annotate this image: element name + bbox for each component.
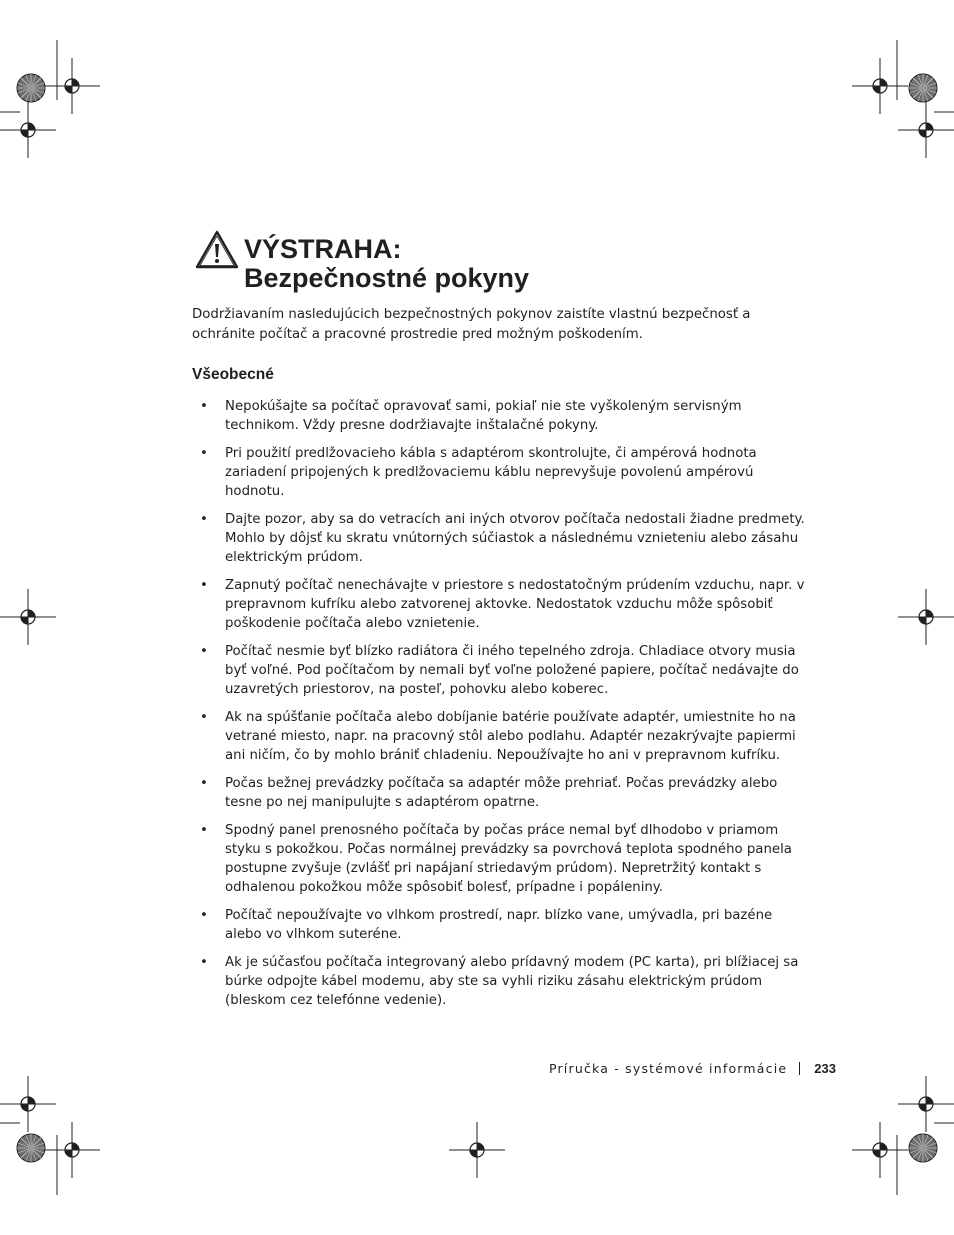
registration-mark-icon <box>0 102 56 158</box>
list-item-text: Počítač nesmie byť blízko radiátora či iného tepelného zdroja. Chladiace otvory musia byť voľné. Pod počítačom by nemali byť voľne položené papiere, počítač nedávajte do uzavretých priestorov, na posteľ, pohovku alebo koberec. <box>225 644 799 697</box>
registration-mark-icon <box>449 1122 505 1178</box>
intro-paragraph: Dodržiavaním nasledujúcich bezpečnostných pokynov zaistíte vlastnú bezpečnosť a ochránite počítač a pracovné prostredie pred možným poškodením. <box>192 307 751 342</box>
list-item <box>192 953 812 1010</box>
list-item-text: Spodný panel prenosného počítača by počas práce nemal byť dlhodobo v priamom styku s pokožkou. Počas normálnej prevádzky sa povrchová teplota spodného panela postupne zvyšuje (zvlášť pri napájaní striedavým prúdom). Nepretržitý kontakt s odhalenou pokožkou môže spôsobiť bolesť, prípadne i popáleniny. <box>225 823 792 895</box>
list-item <box>192 774 812 812</box>
list-item-text: Počítač nepoužívajte vo vlhkom prostredí, napr. blízko vane, umývadla, pri bazéne alebo vo vlhkom suteréne. <box>225 908 773 942</box>
color-target-icon <box>17 1134 45 1162</box>
list-item-text: Ak na spúšťanie počítača alebo dobíjanie batérie používate adaptér, umiestnite ho na vetrané miesto, napr. na pracovný stôl alebo podlahu. Adaptér nezakrývajte papiermi ani ničím, čo by mohlo brániť chladeniu. Nepoužívajte ho ani v prepravnom kufríku. <box>225 710 796 763</box>
list-item <box>192 397 812 435</box>
list-item-text: Počas bežnej prevádzky počítača sa adaptér môže prehriať. Počas prevádzky alebo tesne po nej manipulujte s adaptérom opatrne. <box>225 776 778 810</box>
registration-mark-icon <box>44 1122 100 1178</box>
list-item <box>192 576 812 633</box>
list-item <box>192 708 812 765</box>
list-item-text: Ak je súčasťou počítača integrovaný alebo prídavný modem (PC karta), pri blížiacej sa búrke odpojte kábel modemu, aby ste sa vyhli riziku zásahu elektrickým prúdom (bleskom cez telefónne vedenie). <box>225 955 799 1008</box>
bullet-icon: • <box>200 644 208 659</box>
registration-mark-icon <box>898 1076 954 1132</box>
list-item <box>192 444 812 501</box>
list-item-text: Dajte pozor, aby sa do vetracích ani iných otvorov počítača nedostali žiadne predmety. Mohlo by dôjsť ku skratu vnútorných súčiastok a následnému vznieteniu alebo zásahu elektrickým prúdom. <box>225 512 805 565</box>
footer-guide-title: Príručka - systémové informácie <box>548 1061 788 1076</box>
warning-triangle-icon <box>195 230 239 270</box>
bullet-icon: • <box>200 776 208 791</box>
bullet-icon: • <box>200 578 208 593</box>
footer-divider <box>799 1062 800 1075</box>
bullet-icon: • <box>200 399 208 414</box>
list-item-text: Zapnutý počítač nenechávajte v priestore s nedostatočným prúdením vzduchu, napr. v prepravnom kufríku alebo zatvorenej aktovke. Nedostatok vzduchu môže spôsobiť poškodenie počítača alebo vznietenie. <box>225 578 805 631</box>
list-item <box>192 906 812 944</box>
color-target-icon <box>17 74 45 102</box>
color-target-icon <box>909 1134 937 1162</box>
registration-mark-icon <box>0 1076 56 1132</box>
bullet-icon: • <box>200 446 208 461</box>
color-target-icon <box>909 74 937 102</box>
page-footer <box>549 1061 836 1076</box>
registration-mark-icon <box>852 1122 908 1178</box>
registration-mark-icon <box>898 589 954 645</box>
bullet-icon: • <box>200 710 208 725</box>
page-title-line-1: VÝSTRAHA: <box>244 234 402 264</box>
registration-mark-icon <box>852 58 908 114</box>
section-heading: Všeobecné <box>192 366 274 383</box>
list-item <box>192 642 812 699</box>
bullet-icon: • <box>200 823 208 838</box>
page-number: 233 <box>814 1061 836 1076</box>
list-item <box>192 821 812 897</box>
bullet-icon: • <box>200 955 208 970</box>
registration-mark-icon <box>44 58 100 114</box>
page-title-line-2: Bezpečnostné pokyny <box>244 263 530 293</box>
list-item <box>192 510 812 567</box>
registration-mark-icon <box>898 102 954 158</box>
safety-list <box>192 397 812 1019</box>
list-item-text: Nepokúšajte sa počítač opravovať sami, pokiaľ nie ste vyškoleným servisným technikom. Vždy presne dodržiavajte inštalačné pokyny. <box>225 399 742 433</box>
registration-mark-icon <box>0 589 56 645</box>
bullet-icon: • <box>200 512 208 527</box>
list-item-text: Pri použití predlžovacieho kábla s adaptérom skontrolujte, či ampérová hodnota zariadení pripojených k predlžovaciemu káblu neprevyšuje povolenú ampérovú hodnotu. <box>225 446 757 499</box>
bullet-icon: • <box>200 908 208 923</box>
